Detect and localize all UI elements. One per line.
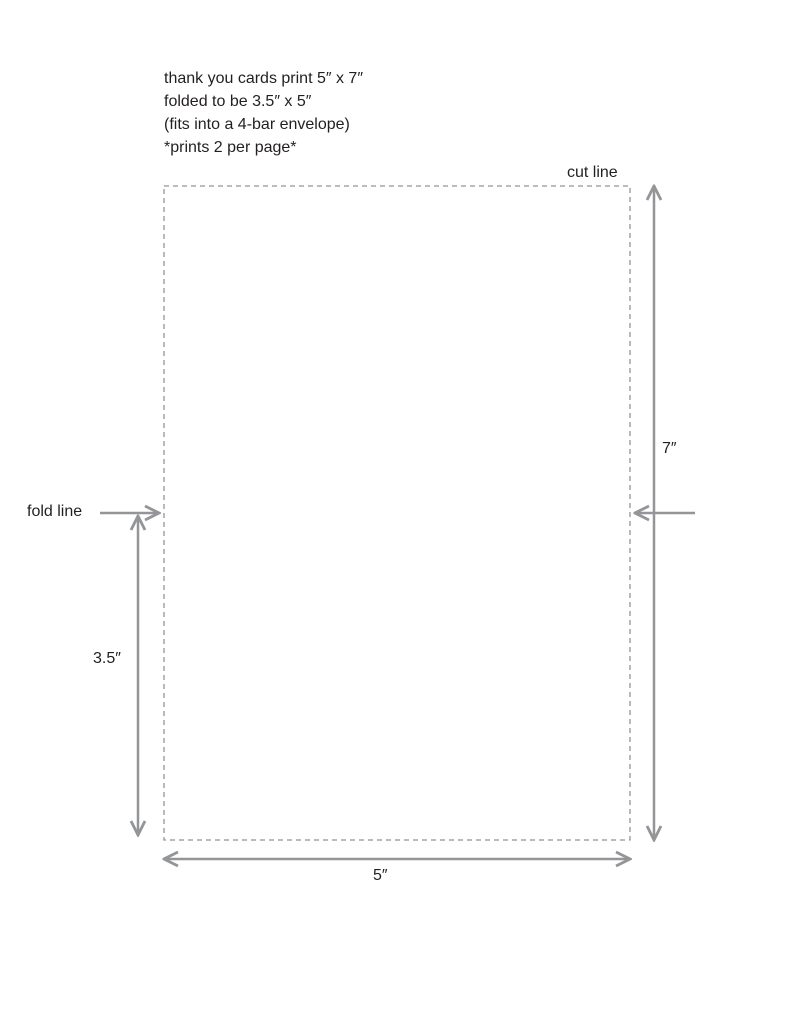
instruction-line-envelope: (fits into a 4-bar envelope) xyxy=(164,116,350,133)
cut-line-label: cut line xyxy=(567,164,618,181)
width-label: 5″ xyxy=(373,867,388,884)
instruction-line-per-page: *prints 2 per page* xyxy=(164,139,297,156)
instruction-line-folded: folded to be 3.5″ x 5″ xyxy=(164,93,312,110)
fold-height-label: 3.5″ xyxy=(93,650,121,667)
height-label: 7″ xyxy=(662,440,677,457)
fold-line-label: fold line xyxy=(27,503,83,520)
cut-line-border xyxy=(164,186,630,840)
instruction-line-size: thank you cards print 5″ x 7″ xyxy=(164,70,363,87)
